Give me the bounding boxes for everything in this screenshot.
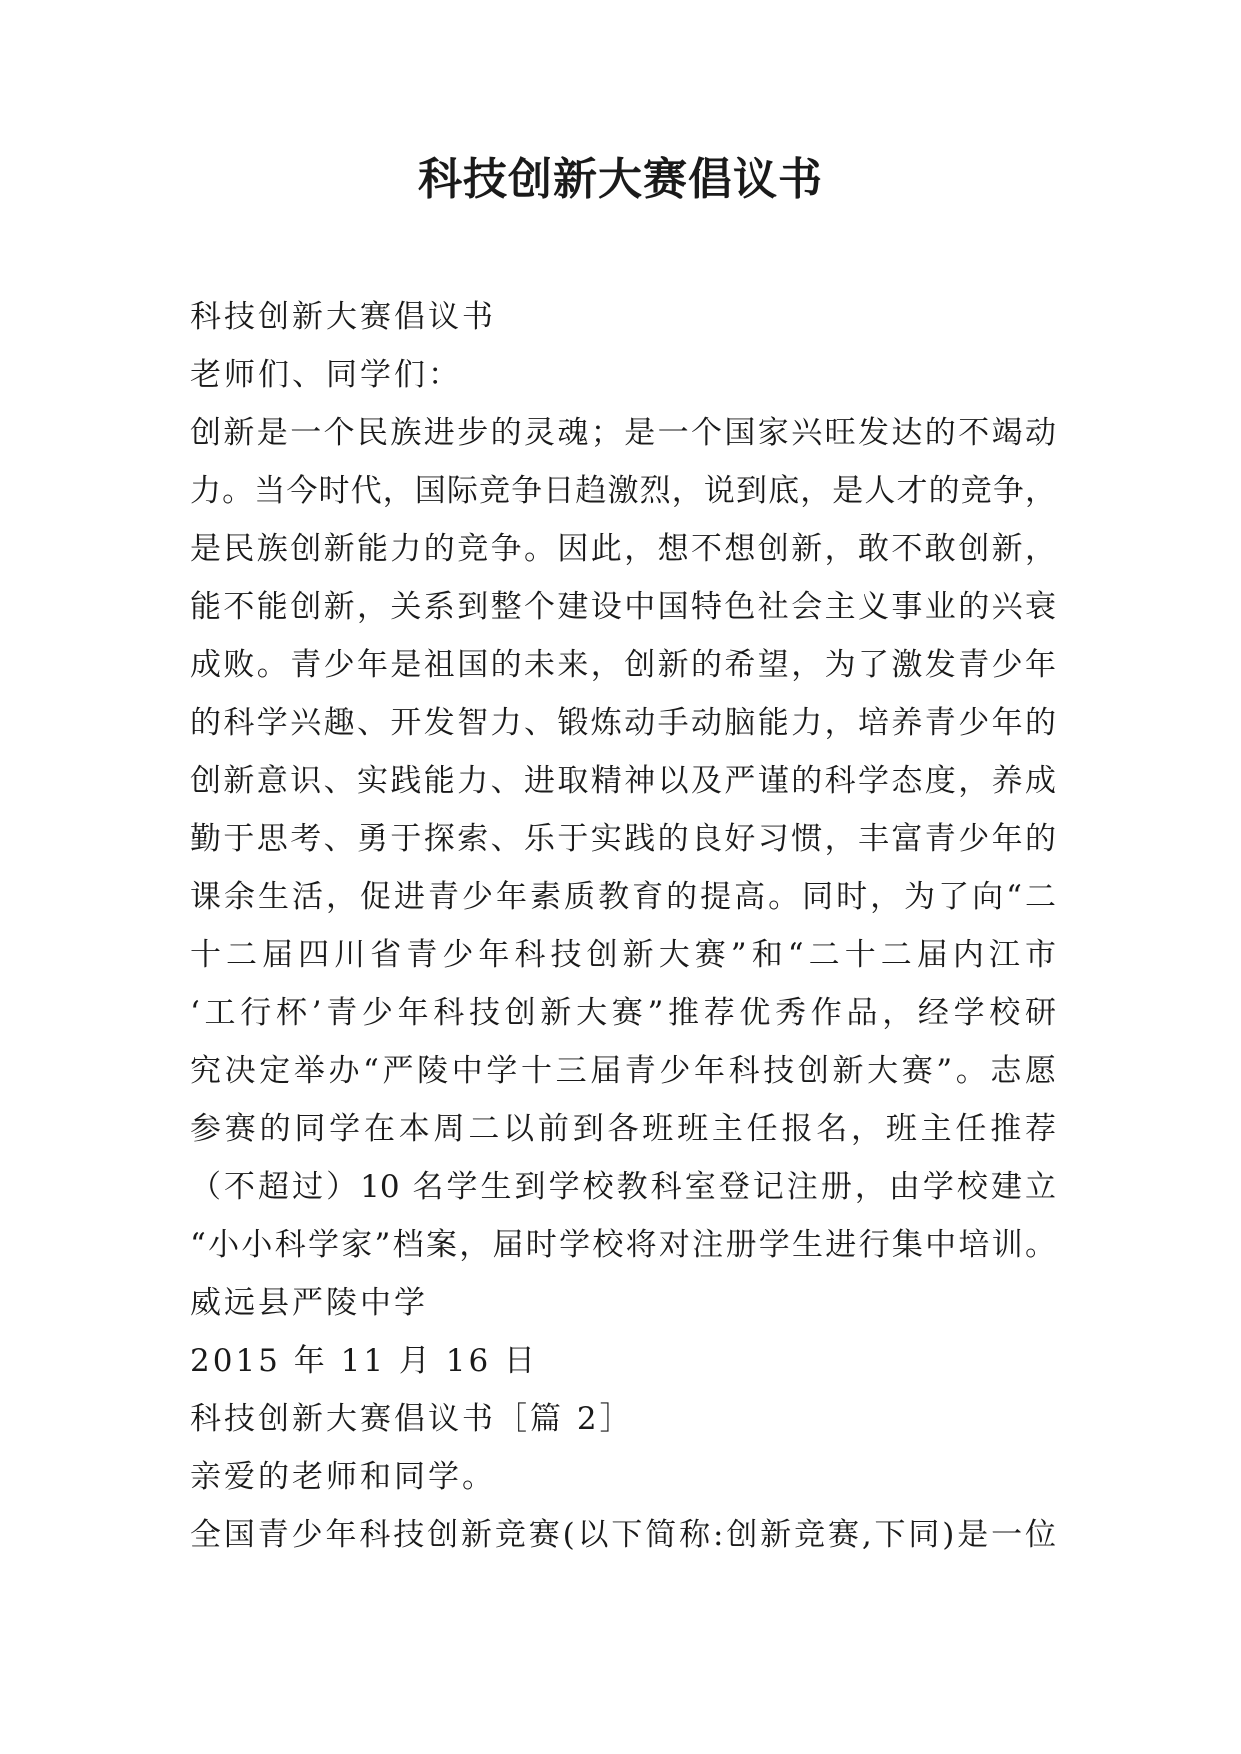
body-line: 创新意识、实践能力、进取精神以及严谨的科学态度，养成 xyxy=(190,763,1056,799)
body-line: ‘工行杯’青少年科技创新大赛”推荐优秀作品，经学校研 xyxy=(190,995,1056,1031)
body-line: 的科学兴趣、开发智力、锻炼动手动脑能力，培养青少年的 xyxy=(190,705,1056,741)
body-line: 全国青少年科技创新竞赛(以下简称:创新竞赛,下同)是一位 xyxy=(190,1517,1056,1553)
body-line: 能不能创新，关系到整个建设中国特色社会主义事业的兴衰 xyxy=(190,589,1056,625)
body-line: 十二届四川省青少年科技创新大赛”和“二十二届内江市 xyxy=(190,937,1056,973)
body-line: 是民族创新能力的竞争。因此，想不想创新，敢不敢创新， xyxy=(190,531,1056,567)
body-line: 课余生活，促进青少年素质教育的提高。同时，为了向“二 xyxy=(190,879,1056,915)
body-line: 勤于思考、勇于探索、乐于实践的良好习惯，丰富青少年的 xyxy=(190,821,1056,857)
section-heading: 科技创新大赛倡议书［篇 2］ xyxy=(190,1401,634,1437)
body-line: 创新是一个民族进步的灵魂；是一个国家兴旺发达的不竭动 xyxy=(190,415,1056,451)
body-line: （不超过）10 名学生到学校教科室登记注册，由学校建立 xyxy=(190,1169,1056,1205)
body-line: “小小科学家”档案，届时学校将对注册学生进行集中培训。 xyxy=(190,1227,1056,1263)
salutation-line: 老师们、同学们： xyxy=(190,357,462,393)
signature-school: 威远县严陵中学 xyxy=(190,1285,428,1321)
signature-date: 2015 年 11 月 16 日 xyxy=(190,1343,539,1379)
body-line: 力。当今时代，国际竞争日趋激烈，说到底，是人才的竞争， xyxy=(190,473,1056,509)
body-line: 参赛的同学在本周二以前到各班班主任报名，班主任推荐 xyxy=(190,1111,1056,1147)
page-title: 科技创新大赛倡议书 xyxy=(418,154,823,205)
body-line: 成败。青少年是祖国的未来，创新的希望，为了激发青少年 xyxy=(190,647,1056,683)
body-line: 究决定举办“严陵中学十三届青少年科技创新大赛”。志愿 xyxy=(190,1053,1056,1089)
subtitle-line: 科技创新大赛倡议书 xyxy=(190,299,496,335)
salutation-line: 亲爱的老师和同学。 xyxy=(190,1459,496,1495)
